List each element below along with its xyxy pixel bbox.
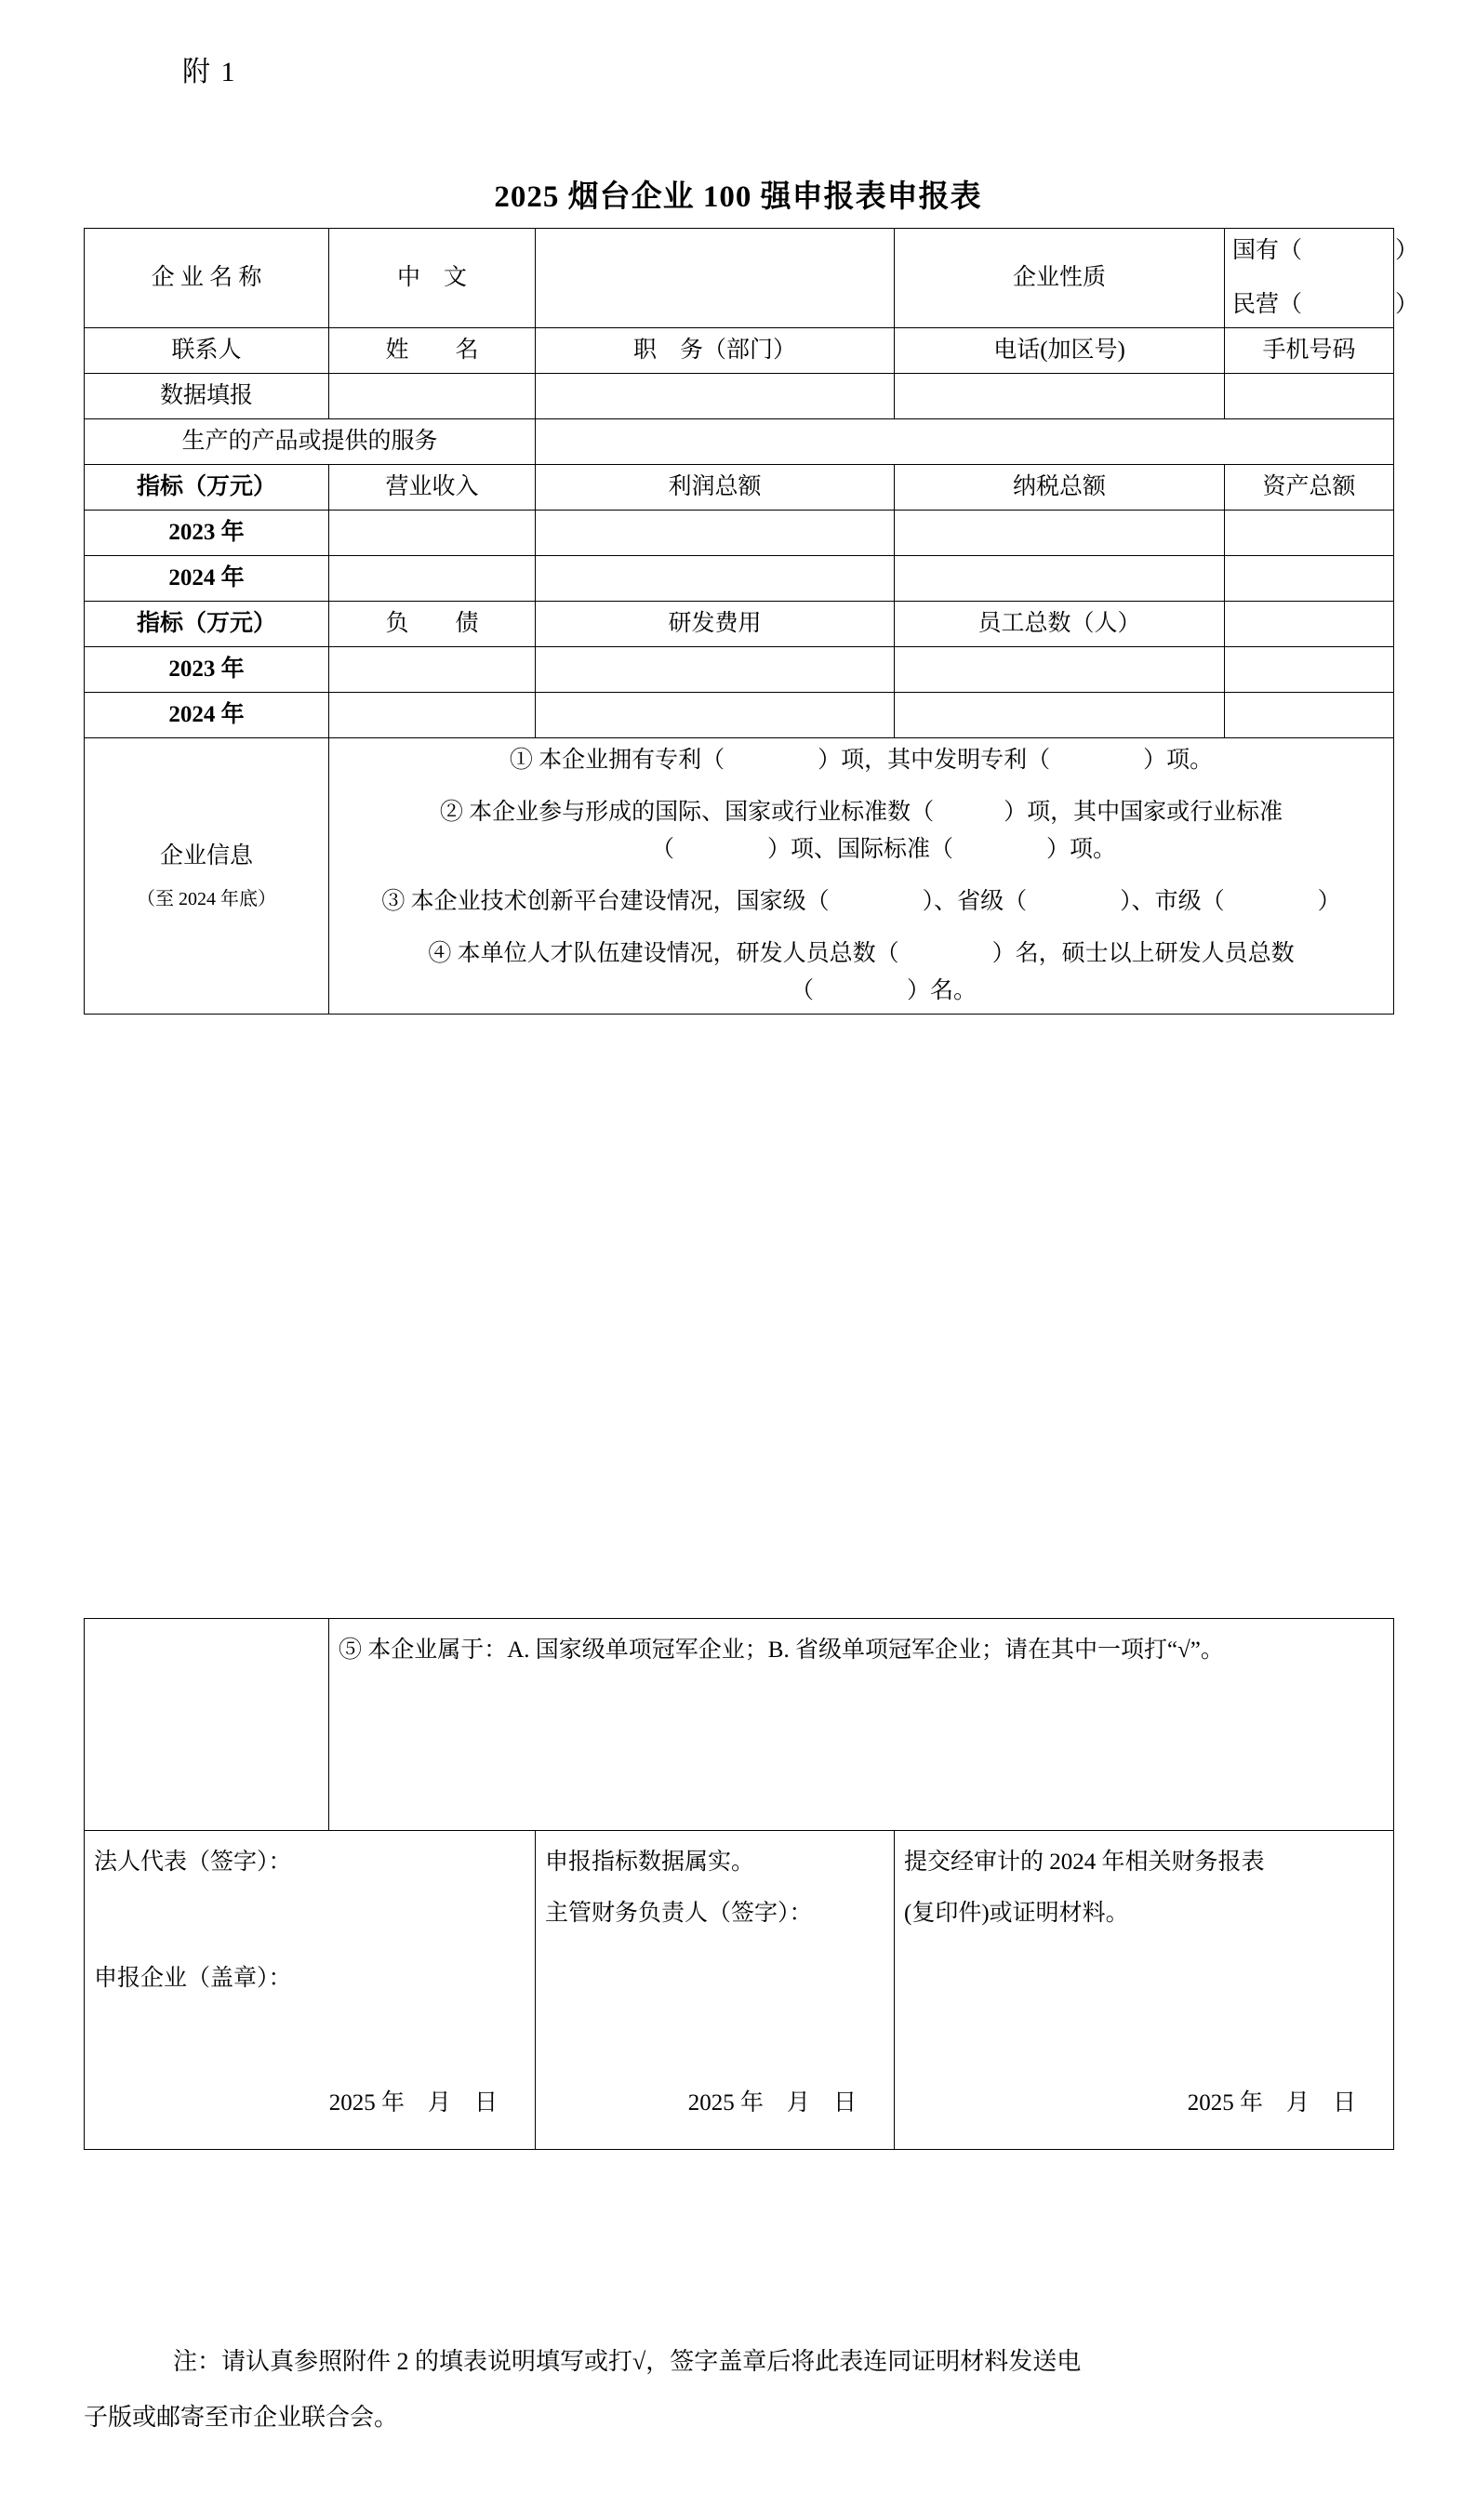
data-report-label: 数据填报 [85,374,329,419]
company-info-item-2-line2[interactable]: （ ）项、国际标准（ ）项。 [651,837,1117,862]
footer-note-line1: 注：请认真参照附件 2 的填表说明填写或打√，签字盖章后将此表连同证明材料发送电 [173,2348,1082,2375]
indicator1-label: 指标（万元） [85,465,329,511]
indicator1-row0-cell1[interactable] [536,511,895,556]
indicator1-col-3: 资产总额 [1225,465,1394,511]
indicator1-row0-cell0[interactable] [329,511,536,556]
company-nature-options[interactable] [1225,229,1419,328]
company-info-item-1[interactable]: ① 本企业拥有专利（ ）项，其中发明专利（ ）项。 [509,748,1214,773]
signature-form-table [84,1618,1394,2150]
company-info-item-2-line1[interactable]: ② 本企业参与形成的国际、国家或行业标准数（ ）项，其中国家或行业标准 [439,800,1283,825]
contact-position-header: 职 务（部门） [536,328,895,374]
indicator2-col-3 [1225,602,1394,647]
table-row-indicator2-2024 [85,693,1394,738]
question5-label-cell [85,1619,329,1831]
company-name-input[interactable] [536,229,895,328]
table-row-signatures [85,1831,1394,2150]
company-info-item-3[interactable]: ③ 本企业技术创新平台建设情况，国家级（ ）、省级（ ）、市级（ ） [381,889,1341,914]
audit-material-line1: 提交经审计的 2024 年相关财务报表 [904,1850,1265,1875]
legal-rep-cell[interactable] [85,1831,536,2150]
table-row-indicator1-2023 [85,511,1394,556]
indicator2-row0-cell2[interactable] [895,647,1225,693]
audit-material-line2: (复印件)或证明材料。 [904,1901,1129,1926]
table-row-contact-header [85,328,1394,374]
table-row-products [85,419,1394,465]
data-report-mobile-input[interactable] [1225,374,1394,419]
indicator2-row0-cell3[interactable] [1225,647,1394,693]
indicator2-row1-cell3[interactable] [1225,693,1394,738]
products-input[interactable] [536,419,1394,465]
declaring-company-label: 申报企业（盖章）： [94,1966,292,1991]
signature-date-2[interactable]: 2025 年 月 日 [687,2090,857,2115]
indicator1-row1-cell3[interactable] [1225,556,1394,602]
indicator1-row1-cell2[interactable] [895,556,1225,602]
indicator2-row1-year: 2024 年 [85,693,329,738]
indicator1-col-1: 利润总额 [536,465,895,511]
table-row-company-info [85,738,1394,1015]
company-info-item-4-line1[interactable]: ④ 本单位人才队伍建设情况，研发人员总数（ ）名，硕士以上研发人员总数 [428,941,1295,966]
audit-material-cell[interactable] [895,1831,1394,2150]
contact-name-header: 姓 名 [329,328,536,374]
signature-date-3[interactable]: 2025 年 月 日 [1187,2090,1357,2115]
contact-label: 联系人 [85,328,329,374]
legal-rep-label: 法人代表（签字）： [94,1850,292,1875]
main-form-table [84,228,1419,1015]
indicator2-label: 指标（万元） [85,602,329,647]
company-info-sublabel: （至 2024 年底） [137,889,276,909]
finance-officer-label: 主管财务负责人（签字）： [545,1901,813,1926]
company-info-item-4[interactable] [337,935,1386,1010]
finance-statement: 申报指标数据属实。 [545,1850,755,1875]
indicator2-row1-cell0[interactable] [329,693,536,738]
indicator2-row0-cell1[interactable] [536,647,895,693]
company-name-label: 企 业 名 称 [85,229,329,328]
table-row-indicator1-header [85,465,1394,511]
products-label: 生产的产品或提供的服务 [85,419,536,465]
contact-phone-header: 电话(加区号) [895,328,1225,374]
footer-note [84,2334,1404,2446]
data-report-phone-input[interactable] [895,374,1225,419]
nature-private-option[interactable]: 民营（ ） [1232,292,1419,317]
indicator1-row1-cell1[interactable] [536,556,895,602]
question5-text[interactable]: ⑤ 本企业属于：A. 国家级单项冠军企业；B. 省级单项冠军企业；请在其中一项打“√”。 [329,1619,1394,1831]
signature-date-1[interactable]: 2025 年 月 日 [328,2090,498,2115]
company-nature-label: 企业性质 [895,229,1225,328]
company-info-label-text: 企业信息 [160,843,254,869]
indicator1-row0-year: 2023 年 [85,511,329,556]
company-info-label [85,738,329,1015]
indicator2-row0-cell0[interactable] [329,647,536,693]
contact-mobile-header: 手机号码 [1225,328,1394,374]
indicator1-row1-cell0[interactable] [329,556,536,602]
attachment-label: 附 1 [182,57,237,87]
table-row-indicator2-2023 [85,647,1394,693]
indicator1-col-0: 营业收入 [329,465,536,511]
indicator2-row0-year: 2023 年 [85,647,329,693]
table-row-company-name [85,229,1394,328]
indicator2-row1-cell2[interactable] [895,693,1225,738]
indicator1-row0-cell3[interactable] [1225,511,1394,556]
footer-note-line2: 子版或邮寄至市企业联合会。 [84,2403,399,2431]
finance-officer-cell[interactable] [536,1831,895,2150]
data-report-name-input[interactable] [329,374,536,419]
company-name-lang: 中 文 [329,229,536,328]
company-info-body[interactable] [329,738,1394,1015]
page-title: 2025 烟台企业 100 强申报表申报表 [494,180,982,214]
company-info-item-2[interactable] [337,794,1386,869]
indicator2-row1-cell1[interactable] [536,693,895,738]
indicator1-row1-year: 2024 年 [85,556,329,602]
indicator2-col-2: 员工总数（人） [895,602,1225,647]
table-row-data-report [85,374,1394,419]
indicator1-row0-cell2[interactable] [895,511,1225,556]
nature-state-option[interactable]: 国有（ ） [1232,238,1419,263]
data-report-position-input[interactable] [536,374,895,419]
table-row-indicator2-header [85,602,1394,647]
table-row-indicator1-2024 [85,556,1394,602]
indicator1-col-2: 纳税总额 [895,465,1225,511]
indicator2-col-0: 负 债 [329,602,536,647]
company-info-item-4-line2[interactable]: （ ）名。 [791,978,977,1003]
indicator2-col-1: 研发费用 [536,602,895,647]
table-row-question5 [85,1619,1394,1831]
